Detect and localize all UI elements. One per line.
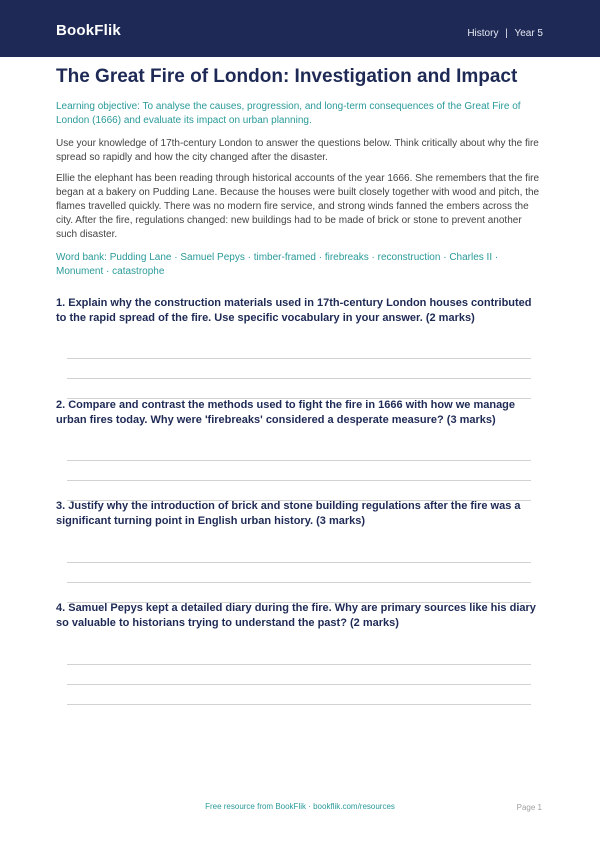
- question-1: 1. Explain why the construction materials used in 17th-century London houses contributed to the rapid spread of the fire. Use specific vocabulary in your answer. (2 marks): [56, 297, 532, 324]
- year-label: Year 5: [514, 28, 543, 39]
- meta-separator: |: [505, 28, 508, 39]
- answer-line[interactable]: [67, 358, 531, 359]
- page-header: [0, 0, 600, 57]
- header-meta: [467, 28, 543, 39]
- intro-paragraph: Use your knowledge of 17th-century London to answer the questions below. Think critically about why the fire spread so rapidly and how the city changed after the disaster.: [56, 138, 539, 163]
- answer-line[interactable]: [67, 378, 531, 379]
- question-3: 3. Justify why the introduction of brick and stone building regulations after the fire was a significant turning point in English urban history. (3 marks): [56, 500, 521, 527]
- answer-line[interactable]: [67, 480, 531, 481]
- brand-logo-text: BookFlik: [56, 22, 121, 39]
- subject-label: History: [467, 28, 499, 39]
- question-4: 4. Samuel Pepys kept a detailed diary during the fire. Why are primary sources like his diary so valuable to historians trying to understand the past? (2 marks): [56, 602, 536, 629]
- answer-line[interactable]: [67, 562, 531, 563]
- answer-line[interactable]: [67, 704, 531, 705]
- story-paragraph: Ellie the elephant has been reading through historical accounts of the year 1666. She remembers that the fire began at a bakery on Pudding Lane. Because the houses were built closely together with wood and pitch, the flames travelled quickly. There was no modern fire service, and strong winds fanned the embers across the city. After the fire, regulations changed: new buildings had to be made of brick or stone to prevent another such disaster.: [56, 173, 540, 240]
- page-number: Page 1: [516, 803, 542, 812]
- learning-objective: Learning objective: To analyse the causes, progression, and long-term consequences of the Great Fire of London (1666) and evaluate its impact on urban planning.: [56, 101, 521, 126]
- footer-resource-link[interactable]: Free resource from BookFlik · bookflik.com/resources: [205, 802, 395, 811]
- answer-line[interactable]: [67, 460, 531, 461]
- word-bank: Word bank: Pudding Lane · Samuel Pepys · timber-framed · firebreaks · reconstruction · Charles II · Monument · catastrophe: [56, 252, 499, 277]
- answer-line[interactable]: [67, 664, 531, 665]
- answer-line[interactable]: [67, 582, 531, 583]
- question-2: 2. Compare and contrast the methods used to fight the fire in 1666 with how we manage urban fires today. Why were 'firebreaks' considered a desperate measure? (3 marks): [56, 399, 516, 426]
- answer-line[interactable]: [67, 684, 531, 685]
- page-title: The Great Fire of London: Investigation and Impact: [56, 66, 518, 87]
